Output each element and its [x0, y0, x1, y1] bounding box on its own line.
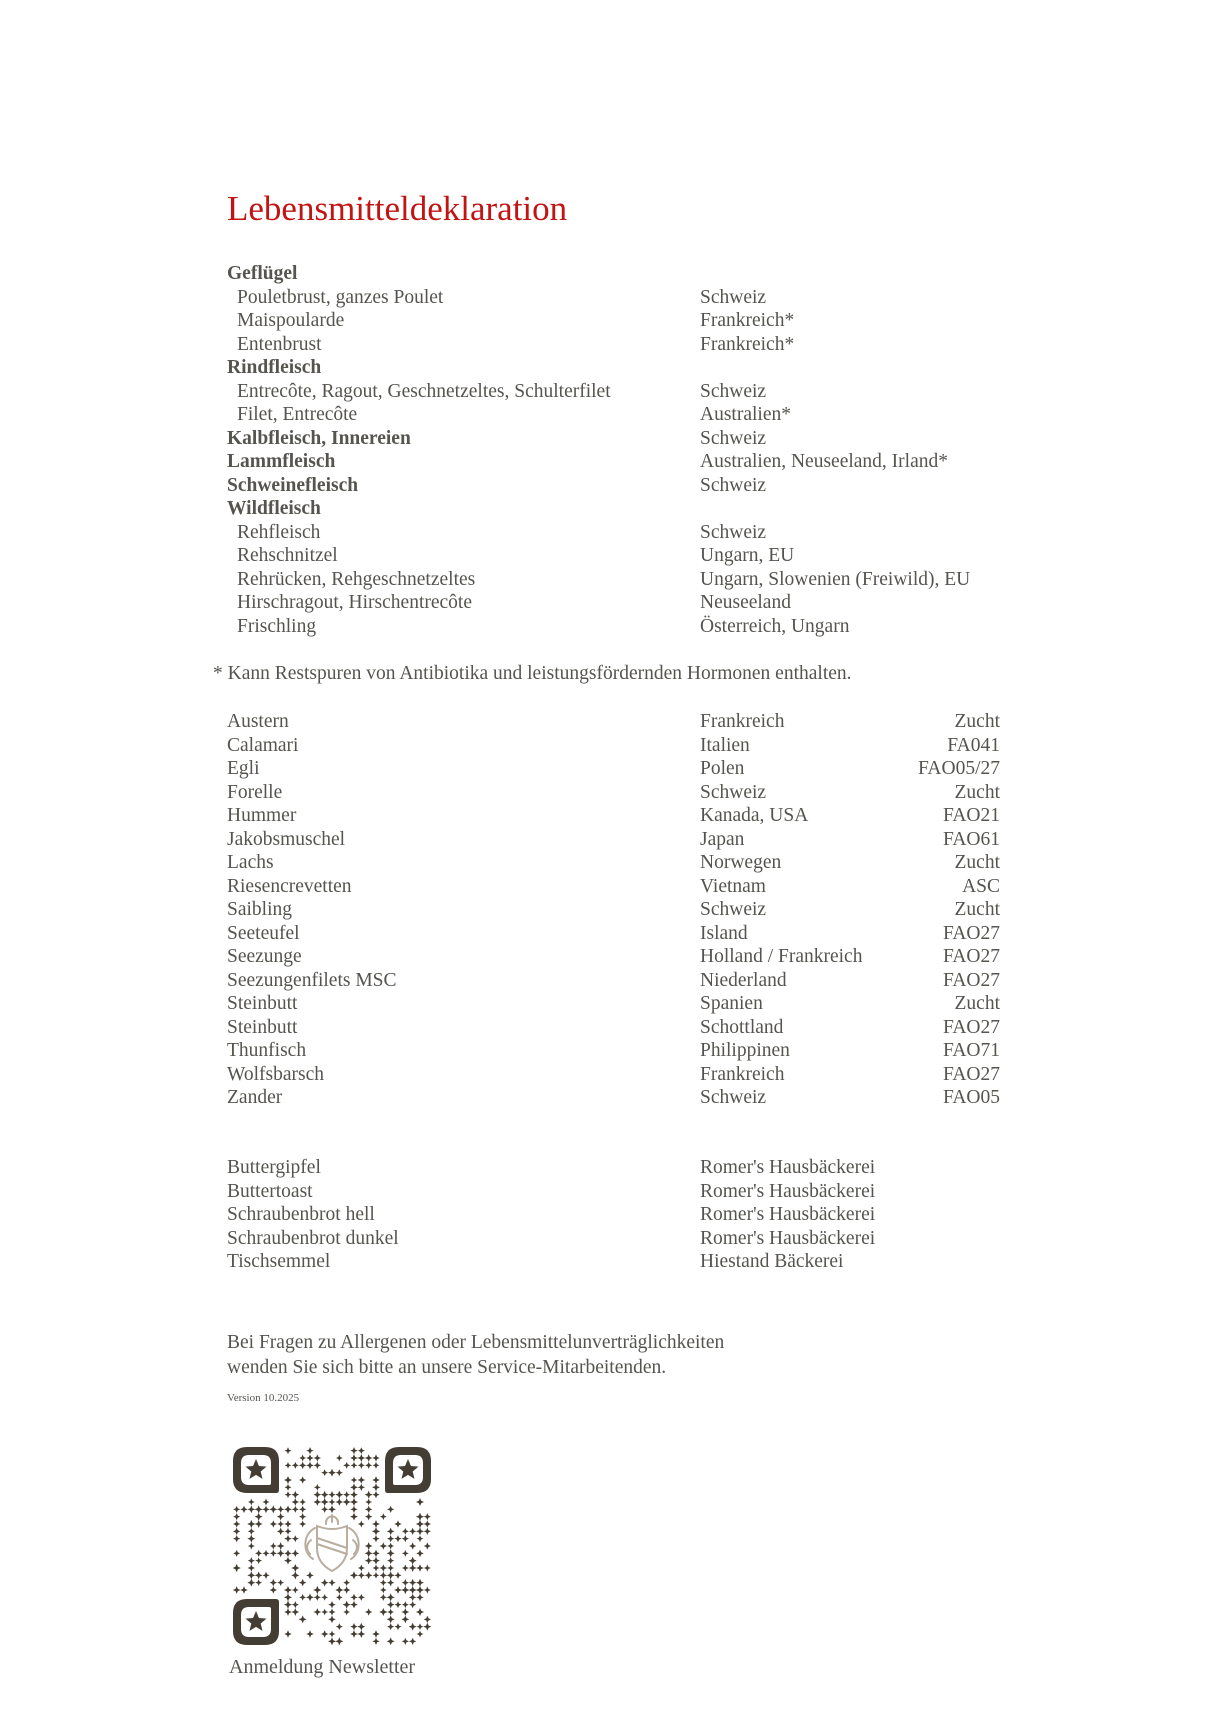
item-name: Schraubenbrot hell — [227, 1204, 375, 1225]
item-origin: Schweiz — [700, 427, 767, 449]
meat-row — [227, 356, 1007, 380]
item-origin: Philippinen — [700, 1040, 790, 1061]
item-origin: Holland / Frankreich — [700, 946, 863, 967]
catch-zone-code: FAO21 — [942, 805, 1000, 826]
item-name: Seeteufel — [227, 922, 300, 944]
item-origin: Vietnam — [700, 875, 766, 897]
fish-row — [227, 875, 1000, 899]
item-origin: Italien — [700, 734, 750, 756]
item-name: Buttergipfel — [227, 1157, 321, 1178]
fish-row — [227, 781, 1000, 805]
meat-row — [227, 474, 1007, 498]
item-name: Saibling — [227, 899, 293, 920]
fish-row — [227, 1016, 1000, 1040]
bakery-row — [227, 1203, 1007, 1227]
item-origin: Polen — [700, 758, 745, 779]
item-name: Wildfleisch — [227, 498, 321, 519]
catch-zone-code: Zucht — [954, 711, 1000, 732]
item-origin: Schweiz — [700, 521, 767, 543]
meat-row — [227, 450, 1007, 474]
item-name: Pouletbrust, ganzes Poulet — [237, 286, 444, 308]
meat-row — [227, 380, 1007, 404]
meat-declaration-table — [227, 262, 1007, 638]
item-name: Schweinefleisch — [227, 474, 359, 496]
meat-row — [227, 333, 1007, 357]
item-name: Rehschnitzel — [237, 545, 338, 566]
meat-row — [227, 309, 1007, 333]
item-name: Hirschragout, Hirschentrecôte — [237, 592, 472, 613]
catch-zone-code: FAO71 — [942, 1040, 1000, 1061]
item-name: Riesencrevetten — [227, 875, 352, 897]
item-name: Kalbfleisch, Innereien — [227, 427, 411, 449]
catch-zone-code: FAO05/27 — [918, 758, 1000, 779]
item-name: Steinbutt — [227, 993, 298, 1014]
item-origin — [700, 497, 1007, 521]
allergen-info-text — [227, 1331, 724, 1380]
item-origin: Österreich, Ungarn — [700, 615, 850, 637]
item-name: Entrecôte, Ragout, Geschnetzeltes, Schulterfilet — [237, 380, 611, 402]
fish-row — [227, 828, 1000, 852]
bakery-row — [227, 1227, 1007, 1251]
item-name: Filet, Entrecôte — [237, 404, 358, 425]
newsletter-qr-caption: Anmeldung Newsletter — [229, 1656, 416, 1678]
catch-zone-code: Zucht — [954, 852, 1000, 873]
item-origin: Ungarn, Slowenien (Freiwild), EU — [700, 568, 971, 590]
fish-row — [227, 851, 1000, 875]
meat-row — [227, 568, 1007, 592]
item-supplier: Romer's Hausbäckerei — [700, 1180, 876, 1202]
catch-zone-code: FA041 — [947, 734, 1000, 756]
meat-row — [227, 403, 1007, 427]
catch-zone-code: FAO27 — [942, 969, 1000, 991]
catch-zone-code: FAO27 — [942, 1016, 1000, 1038]
meat-row — [227, 427, 1007, 451]
fish-row — [227, 804, 1000, 828]
item-name: Geflügel — [227, 263, 298, 284]
fish-row — [227, 922, 1000, 946]
allergen-info-line1: Bei Fragen zu Allergenen oder Lebensmittelunverträglichkeiten — [227, 1332, 725, 1353]
fish-row — [227, 1063, 1000, 1087]
bakery-declaration-table — [227, 1156, 1007, 1274]
item-origin: Neuseeland — [700, 592, 791, 613]
item-origin: Frankreich — [700, 711, 785, 732]
item-origin: Australien, Neuseeland, Irland* — [700, 451, 948, 472]
meat-row — [227, 497, 1007, 521]
item-origin: Schweiz — [700, 781, 767, 803]
item-name: Zander — [227, 1087, 283, 1108]
meat-row — [227, 591, 1007, 615]
item-name: Egli — [227, 758, 260, 779]
newsletter-qr-code — [233, 1447, 431, 1645]
item-name: Hummer — [227, 805, 297, 826]
item-name: Schraubenbrot dunkel — [227, 1227, 399, 1249]
catch-zone-code: Zucht — [954, 899, 1000, 920]
item-name: Frischling — [237, 615, 317, 637]
item-origin: Norwegen — [700, 852, 782, 873]
item-name: Austern — [227, 711, 289, 732]
item-origin: Frankreich* — [700, 310, 795, 331]
fish-row — [227, 992, 1000, 1016]
page-title: Lebensmitteldeklaration — [227, 189, 568, 228]
catch-zone-code: FAO61 — [942, 828, 1000, 850]
item-name: Calamari — [227, 734, 299, 756]
meat-row — [227, 544, 1007, 568]
item-name: Steinbutt — [227, 1016, 298, 1038]
meat-row — [227, 615, 1007, 639]
bakery-row — [227, 1180, 1007, 1204]
fish-row — [227, 1039, 1000, 1063]
qr-finder-star-icon — [233, 1599, 279, 1645]
qr-code-image — [233, 1447, 431, 1645]
item-name: Thunfisch — [227, 1040, 307, 1061]
item-name: Maispoularde — [237, 310, 345, 331]
item-origin: Frankreich — [700, 1063, 785, 1085]
item-origin: Australien* — [700, 404, 791, 425]
fish-row — [227, 734, 1000, 758]
item-supplier: Romer's Hausbäckerei — [700, 1227, 876, 1249]
item-name: Forelle — [227, 781, 283, 803]
item-name: Jakobsmuschel — [227, 828, 346, 850]
item-supplier: Romer's Hausbäckerei — [700, 1204, 876, 1225]
fish-row — [227, 969, 1000, 993]
catch-zone-code: FAO27 — [942, 922, 1000, 944]
item-origin: Schweiz — [700, 286, 767, 308]
item-name: Lachs — [227, 852, 274, 873]
item-origin: Ungarn, EU — [700, 545, 795, 566]
item-name: Seezunge — [227, 946, 302, 967]
bakery-row — [227, 1250, 1007, 1274]
catch-zone-code: ASC — [962, 875, 1000, 897]
item-name: Rindfleisch — [227, 357, 322, 378]
meat-row — [227, 262, 1007, 286]
fish-row — [227, 710, 1000, 734]
item-supplier: Romer's Hausbäckerei — [700, 1157, 876, 1178]
antibiotics-note: * Kann Restspuren von Antibiotika und leistungsfördernden Hormonen enthalten. — [213, 663, 852, 684]
item-name: Entenbrust — [237, 333, 322, 355]
fish-declaration-table — [227, 710, 1000, 1110]
version-label: Version 10.2025 — [227, 1392, 300, 1404]
qr-finder-star-icon — [385, 1447, 431, 1493]
item-name: Wolfsbarsch — [227, 1063, 324, 1085]
item-origin: Japan — [700, 828, 745, 850]
item-origin: Island — [700, 922, 748, 944]
catch-zone-code: Zucht — [954, 781, 1000, 803]
catch-zone-code: Zucht — [954, 993, 1000, 1014]
item-origin: Frankreich* — [700, 333, 795, 355]
item-name: Buttertoast — [227, 1180, 313, 1202]
item-supplier: Hiestand Bäckerei — [700, 1251, 844, 1272]
item-origin: Schweiz — [700, 474, 767, 496]
item-origin: Schweiz — [700, 1087, 767, 1108]
meat-row — [227, 286, 1007, 310]
crest-icon — [305, 1515, 358, 1571]
catch-zone-code: FAO05 — [942, 1087, 1000, 1108]
fish-row — [227, 945, 1000, 969]
item-origin: Schweiz — [700, 380, 767, 402]
item-origin: Niederland — [700, 969, 787, 991]
item-origin: Spanien — [700, 993, 763, 1014]
item-origin: Schottland — [700, 1016, 784, 1038]
item-name: Seezungenfilets MSC — [227, 969, 397, 991]
item-name: Tischsemmel — [227, 1251, 331, 1272]
bakery-row — [227, 1156, 1007, 1180]
fish-row — [227, 1086, 1000, 1110]
item-origin — [700, 356, 1007, 380]
item-name: Lammfleisch — [227, 451, 336, 472]
fish-row — [227, 757, 1000, 781]
catch-zone-code: FAO27 — [942, 1063, 1000, 1085]
item-origin: Schweiz — [700, 899, 767, 920]
meat-row — [227, 521, 1007, 545]
item-name: Rehfleisch — [237, 521, 321, 543]
item-origin: Kanada, USA — [700, 805, 809, 826]
fish-row — [227, 898, 1000, 922]
allergen-info-line2: wenden Sie sich bitte an unsere Service-Mitarbeitenden. — [227, 1356, 667, 1378]
qr-finder-star-icon — [233, 1447, 279, 1493]
item-origin — [700, 262, 1007, 286]
item-name: Rehrücken, Rehgeschnetzeltes — [237, 568, 476, 590]
catch-zone-code: FAO27 — [942, 946, 1000, 967]
